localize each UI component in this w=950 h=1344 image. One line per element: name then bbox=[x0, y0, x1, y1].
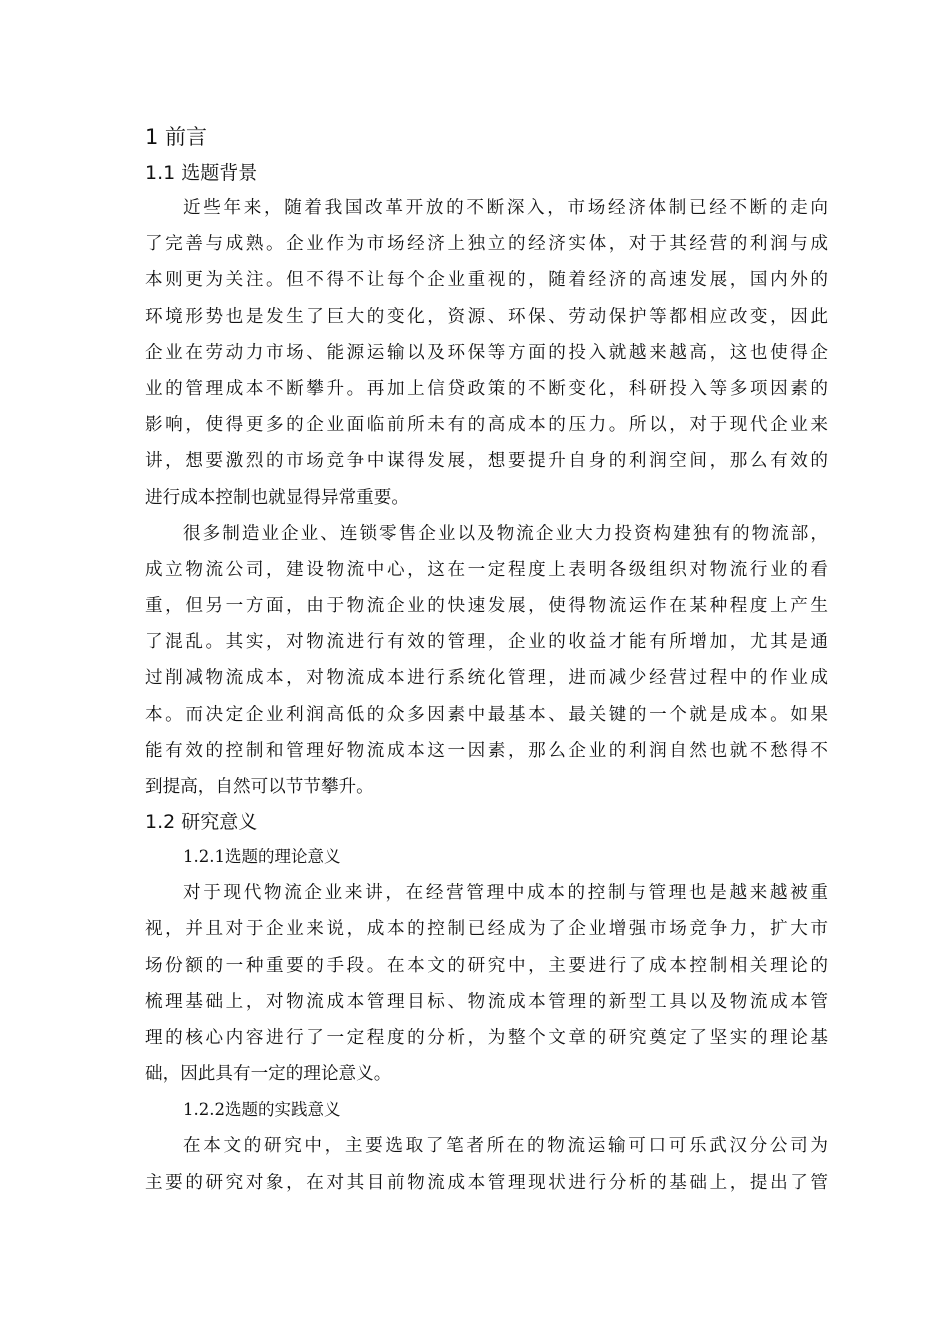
paragraph-line: 企业在劳动力市场、能源运输以及环保等方面的投入就越来越高，这也使得企 bbox=[145, 342, 828, 363]
subsection-heading-theory: 1.2.1选题的理论意义 bbox=[183, 847, 341, 867]
paragraph-line: 讲，想要激烈的市场竞争中谋得发展，想要提升自身的利润空间，那么有效的 bbox=[145, 451, 828, 472]
paragraph-theory bbox=[145, 875, 828, 1092]
paragraph-line: 视，并且对于企业来说，成本的控制已经成为了企业增强市场竞争力，扩大市 bbox=[145, 919, 828, 940]
paragraph-background-1 bbox=[145, 190, 828, 516]
paragraph-line: 在本文的研究中，主要选取了笔者所在的物流运输可口可乐武汉分公司为 bbox=[183, 1136, 828, 1157]
paragraph-line: 对于现代物流企业来讲，在经营管理中成本的控制与管理也是越来越被重 bbox=[183, 883, 828, 904]
paragraph-line: 理的核心内容进行了一定程度的分析，为整个文章的研究奠定了坚实的理论基 bbox=[145, 1027, 828, 1048]
chapter-heading: 1 前言 bbox=[145, 125, 208, 149]
paragraph-line: 很多制造业企业、连锁零售企业以及物流企业大力投资构建独有的物流部， bbox=[183, 523, 828, 544]
paragraph-line: 到提高，自然可以节节攀升。 bbox=[145, 777, 374, 797]
paragraph-line: 影响，使得更多的企业面临前所未有的高成本的压力。所以，对于现代企业来 bbox=[145, 415, 828, 436]
paragraph-line: 主要的研究对象，在对其目前物流成本管理现状进行分析的基础上，提出了管 bbox=[145, 1172, 828, 1193]
paragraph-line: 过削减物流成本，对物流成本进行系统化管理，进而减少经营过程中的作业成 bbox=[145, 668, 828, 689]
paragraph-line: 本。而决定企业利润高低的众多因素中最基本、最关键的一个就是成本。如果 bbox=[145, 704, 828, 725]
document-body bbox=[145, 118, 828, 1201]
subsection-heading-practice: 1.2.2选题的实践意义 bbox=[183, 1100, 341, 1120]
paragraph-line: 了混乱。其实，对物流进行有效的管理，企业的收益才能有所增加，尤其是通 bbox=[145, 632, 828, 653]
paragraph-line: 本则更为关注。但不得不让每个企业重视的，随着经济的高速发展，国内外的 bbox=[145, 270, 828, 291]
paragraph-line: 业的管理成本不断攀升。再加上信贷政策的不断变化，科研投入等多项因素的 bbox=[145, 378, 828, 399]
section-heading-significance: 1.2 研究意义 bbox=[145, 811, 258, 834]
paragraph-line: 进行成本控制也就显得异常重要。 bbox=[145, 487, 409, 508]
paragraph-line: 成立物流公司，建设物流中心，这在一定程度上表明各级组织对物流行业的看 bbox=[145, 559, 828, 580]
paragraph-line: 了完善与成熟。企业作为市场经济上独立的经济实体，对于其经营的利润与成 bbox=[145, 234, 828, 255]
section-heading-background: 1.1 选题背景 bbox=[145, 162, 258, 184]
paragraph-line: 近些年来，随着我国改革开放的不断深入，市场经济体制已经不断的走向 bbox=[183, 198, 828, 218]
paragraph-line: 梳理基础上，对物流成本管理目标、物流成本管理的新型工具以及物流成本管 bbox=[145, 991, 828, 1012]
paragraph-line: 础，因此具有一定的理论意义。 bbox=[145, 1064, 392, 1085]
paragraph-line: 能有效的控制和管理好物流成本这一因素，那么企业的利润自然也就不愁得不 bbox=[145, 740, 828, 761]
paragraph-line: 场份额的一种重要的手段。在本文的研究中，主要进行了成本控制相关理论的 bbox=[145, 955, 828, 976]
paragraph-line: 重，但另一方面，由于物流企业的快速发展，使得物流运作在某种程度上产生 bbox=[145, 596, 828, 617]
paragraph-line: 环境形势也是发生了巨大的变化，资源、环保、劳动保护等都相应改变，因此 bbox=[145, 306, 828, 327]
paragraph-practice bbox=[145, 1128, 828, 1200]
paragraph-background-2 bbox=[145, 516, 828, 806]
